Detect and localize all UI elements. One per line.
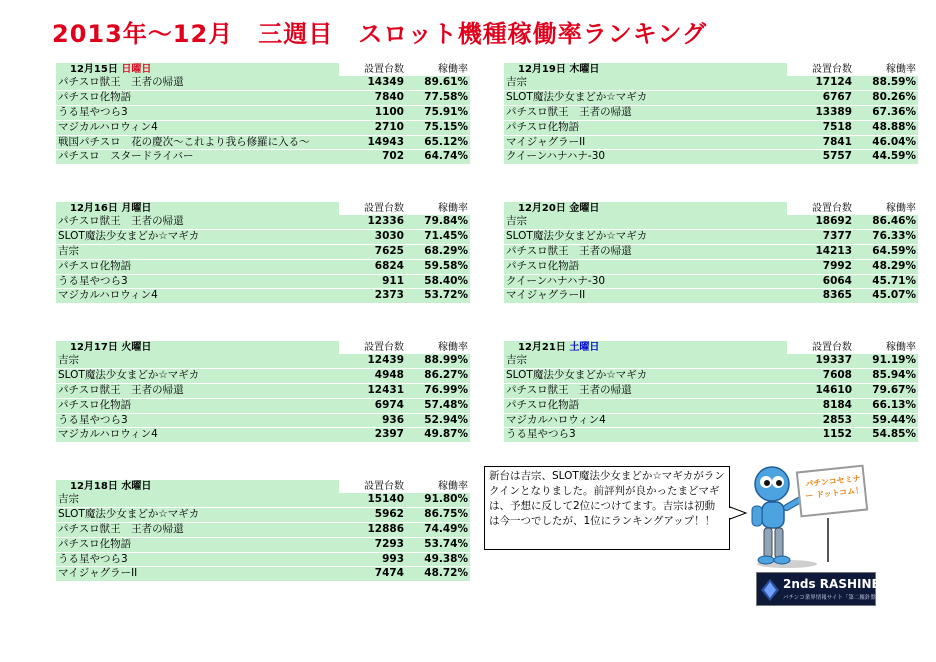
col-rate-header: 稼働率: [886, 203, 916, 214]
table-row: [56, 275, 470, 290]
table-row: [56, 91, 470, 106]
table-date: [56, 63, 339, 76]
ranking-table: [504, 341, 918, 443]
machine-rate: 68.29%: [424, 244, 468, 257]
table-header: [56, 341, 470, 354]
machine-name: クイーンハナハナ-30: [506, 274, 606, 287]
machine-name: パチスロ化物語: [58, 398, 132, 411]
table-row: [504, 428, 918, 443]
machine-rate: 74.49%: [424, 522, 468, 535]
col-count-header: 設置台数: [812, 64, 852, 75]
machine-name: パチスロ獣王 王者の帰還: [506, 105, 632, 118]
date-label: 12月19日: [518, 64, 566, 75]
machine-rate: 52.94%: [424, 413, 468, 426]
table-row: [56, 399, 470, 414]
machine-name: パチスロ化物語: [58, 90, 132, 103]
machine-name: うる星やつら3: [58, 105, 128, 118]
col-count-header: 設置台数: [812, 203, 852, 214]
table-date: [56, 202, 339, 215]
machine-rate: 88.59%: [872, 76, 916, 88]
table-row: [56, 567, 470, 582]
machine-count: 12886: [367, 522, 404, 535]
table-row: [56, 553, 470, 568]
ranking-table: [504, 202, 918, 304]
machine-rate: 48.72%: [424, 567, 468, 580]
table-row: [504, 369, 918, 384]
machine-rate: 79.84%: [424, 215, 468, 227]
machine-name: パチスロ獣王 王者の帰還: [506, 244, 632, 257]
machine-count: 7841: [822, 135, 852, 148]
machine-count: 2853: [822, 413, 852, 426]
machine-rate: 64.59%: [872, 244, 916, 257]
machine-rate: 86.75%: [424, 507, 468, 520]
machine-rate: 48.29%: [872, 259, 916, 272]
machine-count: 6767: [822, 90, 852, 103]
machine-count: 12336: [367, 215, 404, 227]
machine-count: 911: [382, 274, 404, 287]
machine-name: SLOT魔法少女まどか☆マギカ: [58, 368, 200, 381]
table-header: [56, 202, 470, 215]
compass-logo-icon: [761, 579, 779, 601]
machine-rate: 59.44%: [872, 413, 916, 426]
col-rate-header: 稼働率: [438, 64, 468, 75]
machine-rate: 53.74%: [424, 537, 468, 550]
col-count-header: 設置台数: [364, 203, 404, 214]
machine-count: 5962: [374, 507, 404, 520]
table-row: [504, 384, 918, 399]
machine-rate: 86.46%: [872, 215, 916, 227]
machine-rate: 76.33%: [872, 229, 916, 242]
table-date: [504, 202, 787, 215]
machine-name: マジカルハロウィン4: [58, 120, 158, 133]
machine-name: 吉宗: [506, 215, 527, 227]
machine-count: 18692: [815, 215, 852, 227]
machine-rate: 45.71%: [872, 274, 916, 287]
machine-name: 吉宗: [58, 354, 79, 366]
table-row: [504, 230, 918, 245]
machine-count: 8184: [822, 398, 852, 411]
col-count-header: 設置台数: [364, 64, 404, 75]
machine-rate: 49.87%: [424, 428, 468, 441]
machine-name: 戦国パチスロ 花の慶次～これより我ら修羅に入る～: [58, 135, 310, 148]
table-row: [56, 523, 470, 538]
seminar-board: [796, 465, 868, 518]
date-label: 12月20日: [518, 203, 566, 214]
ranking-table: [56, 63, 470, 165]
comment-box: 新台は吉宗、SLOT魔法少女まどか☆マギカがランクインとなりました。前評判が良かったまどマギは、予想に反して2位につけてます。吉宗は初動は今一つでしたが、1位にランキングアップ！！: [484, 466, 730, 550]
table-row: [56, 289, 470, 304]
machine-count: 936: [382, 413, 404, 426]
machine-rate: 44.59%: [872, 150, 916, 163]
table-header: [504, 63, 918, 76]
page-title: 2013年～12月 三週目 スロット機種稼働率ランキング: [52, 20, 707, 48]
weekday-label: 日曜日: [121, 64, 152, 75]
col-rate-header: 稼働率: [886, 342, 916, 353]
table-row: [56, 538, 470, 553]
table-header: [56, 480, 470, 493]
machine-count: 7840: [374, 90, 404, 103]
machine-count: 19337: [815, 354, 852, 366]
table-row: [504, 91, 918, 106]
machine-name: マジカルハロウィン4: [58, 289, 158, 302]
table-date: [56, 480, 339, 493]
weekday-label: 金曜日: [569, 203, 600, 214]
machine-rate: 46.04%: [872, 135, 916, 148]
machine-count: 14943: [367, 135, 404, 148]
table-row: [56, 215, 470, 230]
table-header: [504, 202, 918, 215]
table-row: [56, 508, 470, 523]
machine-count: 2710: [374, 120, 404, 133]
machine-count: 7518: [822, 120, 852, 133]
site-logo: [756, 572, 900, 606]
machine-name: うる星やつら3: [58, 552, 128, 565]
machine-name: パチスロ獣王 王者の帰還: [58, 522, 184, 535]
machine-rate: 76.99%: [424, 383, 468, 396]
table-row: [504, 150, 918, 165]
table-row: [56, 106, 470, 121]
machine-name: 吉宗: [506, 354, 527, 366]
machine-rate: 59.58%: [424, 259, 468, 272]
ranking-table: [56, 341, 470, 443]
weekday-label: 月曜日: [121, 203, 152, 214]
machine-rate: 77.58%: [424, 90, 468, 103]
table-header: [56, 63, 470, 76]
table-row: [56, 76, 470, 91]
machine-rate: 65.12%: [424, 135, 468, 148]
table-row: [504, 106, 918, 121]
table-row: [504, 215, 918, 230]
col-count-header: 設置台数: [364, 342, 404, 353]
table-row: [56, 230, 470, 245]
machine-name: うる星やつら3: [58, 274, 128, 287]
table-row: [504, 76, 918, 91]
machine-name: パチスロ獣王 王者の帰還: [506, 383, 632, 396]
table-row: [504, 399, 918, 414]
machine-count: 2397: [374, 428, 404, 441]
machine-rate: 58.40%: [424, 274, 468, 287]
machine-name: マイジャグラーII: [506, 289, 586, 302]
machine-rate: 57.48%: [424, 398, 468, 411]
machine-name: 吉宗: [506, 76, 527, 88]
machine-rate: 71.45%: [424, 229, 468, 242]
machine-count: 12439: [367, 354, 404, 366]
logo-tagline: パチンコ業界情報サイト「第二羅針盤」: [783, 595, 882, 601]
machine-name: パチスロ化物語: [506, 259, 580, 272]
machine-count: 7377: [822, 229, 852, 242]
machine-rate: 64.74%: [424, 150, 468, 163]
machine-rate: 75.15%: [424, 120, 468, 133]
machine-count: 702: [382, 150, 404, 163]
table-row: [504, 136, 918, 151]
table-date: [504, 341, 787, 354]
weekday-label: 土曜日: [569, 342, 600, 353]
table-row: [504, 275, 918, 290]
machine-count: 5757: [822, 150, 852, 163]
machine-rate: 89.61%: [424, 76, 468, 88]
machine-name: SLOT魔法少女まどか☆マギカ: [506, 229, 648, 242]
weekday-label: 水曜日: [121, 481, 152, 492]
machine-name: 吉宗: [58, 244, 79, 257]
machine-name: SLOT魔法少女まどか☆マギカ: [58, 229, 200, 242]
table-row: [504, 414, 918, 429]
table-row: [56, 136, 470, 151]
machine-name: パチスロ獣王 王者の帰還: [58, 383, 184, 396]
col-rate-header: 稼働率: [438, 481, 468, 492]
machine-name: マジカルハロウィン4: [58, 428, 158, 441]
machine-count: 6974: [374, 398, 404, 411]
date-label: 12月15日: [70, 64, 118, 75]
machine-rate: 45.07%: [872, 289, 916, 302]
machine-rate: 91.19%: [872, 354, 916, 366]
machine-rate: 49.38%: [424, 552, 468, 565]
machine-name: マイジャグラーII: [58, 567, 138, 580]
seminar-board-text: パチンコセミナー ドットコム！: [804, 473, 864, 501]
table-date: [504, 63, 787, 76]
machine-count: 7992: [822, 259, 852, 272]
machine-name: SLOT魔法少女まどか☆マギカ: [58, 507, 200, 520]
machine-name: うる星やつら3: [58, 413, 128, 426]
machine-count: 7474: [374, 567, 404, 580]
table-row: [56, 245, 470, 260]
machine-name: パチスロ化物語: [58, 259, 132, 272]
table-row: [504, 121, 918, 136]
table-row: [504, 245, 918, 260]
machine-count: 7608: [822, 368, 852, 381]
machine-count: 14213: [815, 244, 852, 257]
machine-count: 4948: [374, 368, 404, 381]
machine-name: うる星やつら3: [506, 428, 576, 441]
machine-name: パチスロ化物語: [506, 398, 580, 411]
machine-rate: 66.13%: [872, 398, 916, 411]
table-row: [56, 354, 470, 369]
date-label: 12月17日: [70, 342, 118, 353]
table-row: [56, 414, 470, 429]
machine-rate: 53.72%: [424, 289, 468, 302]
col-rate-header: 稼働率: [886, 64, 916, 75]
table-row: [56, 121, 470, 136]
machine-name: マジカルハロウィン4: [506, 413, 606, 426]
machine-name: クイーンハナハナ-30: [506, 150, 606, 163]
table-row: [504, 260, 918, 275]
machine-name: 吉宗: [58, 493, 79, 505]
machine-name: パチスロ獣王 王者の帰還: [58, 76, 184, 88]
col-count-header: 設置台数: [812, 342, 852, 353]
machine-count: 1100: [374, 105, 404, 118]
machine-count: 1152: [822, 428, 852, 441]
machine-rate: 75.91%: [424, 105, 468, 118]
machine-count: 2373: [374, 289, 404, 302]
machine-name: マイジャグラーII: [506, 135, 586, 148]
machine-count: 15140: [367, 493, 404, 505]
machine-rate: 91.80%: [424, 493, 468, 505]
machine-count: 12431: [367, 383, 404, 396]
machine-rate: 48.88%: [872, 120, 916, 133]
date-label: 12月16日: [70, 203, 118, 214]
machine-count: 7293: [374, 537, 404, 550]
table-row: [56, 260, 470, 275]
table-row: [56, 428, 470, 443]
ranking-table: [504, 63, 918, 165]
machine-count: 993: [382, 552, 404, 565]
col-count-header: 設置台数: [364, 481, 404, 492]
machine-name: パチスロ スタードライバー: [58, 150, 194, 163]
machine-name: パチスロ獣王 王者の帰還: [58, 215, 184, 227]
machine-rate: 86.27%: [424, 368, 468, 381]
machine-count: 14349: [367, 76, 404, 88]
table-row: [56, 369, 470, 384]
weekday-label: 木曜日: [569, 64, 600, 75]
table-row: [504, 354, 918, 369]
machine-name: パチスロ化物語: [506, 120, 580, 133]
machine-rate: 54.85%: [872, 428, 916, 441]
machine-rate: 85.94%: [872, 368, 916, 381]
date-label: 12月21日: [518, 342, 566, 353]
machine-rate: 67.36%: [872, 105, 916, 118]
machine-rate: 80.26%: [872, 90, 916, 103]
table-date: [56, 341, 339, 354]
machine-name: パチスロ化物語: [58, 537, 132, 550]
table-header: [504, 341, 918, 354]
machine-count: 3030: [374, 229, 404, 242]
col-rate-header: 稼働率: [438, 342, 468, 353]
machine-count: 6824: [374, 259, 404, 272]
machine-count: 6064: [822, 274, 852, 287]
table-row: [56, 384, 470, 399]
col-rate-header: 稼働率: [438, 203, 468, 214]
machine-count: 13389: [815, 105, 852, 118]
logo-name: 2nds RASHINBAN: [783, 577, 900, 591]
machine-rate: 79.67%: [872, 383, 916, 396]
machine-count: 7625: [374, 244, 404, 257]
machine-count: 17124: [815, 76, 852, 88]
ranking-table: [56, 202, 470, 304]
machine-count: 8365: [822, 289, 852, 302]
ranking-table: [56, 480, 470, 582]
machine-name: SLOT魔法少女まどか☆マギカ: [506, 90, 648, 103]
date-label: 12月18日: [70, 481, 118, 492]
machine-name: SLOT魔法少女まどか☆マギカ: [506, 368, 648, 381]
table-row: [56, 493, 470, 508]
machine-count: 14610: [815, 383, 852, 396]
table-row: [56, 150, 470, 165]
machine-rate: 88.99%: [424, 354, 468, 366]
table-row: [504, 289, 918, 304]
weekday-label: 火曜日: [121, 342, 152, 353]
